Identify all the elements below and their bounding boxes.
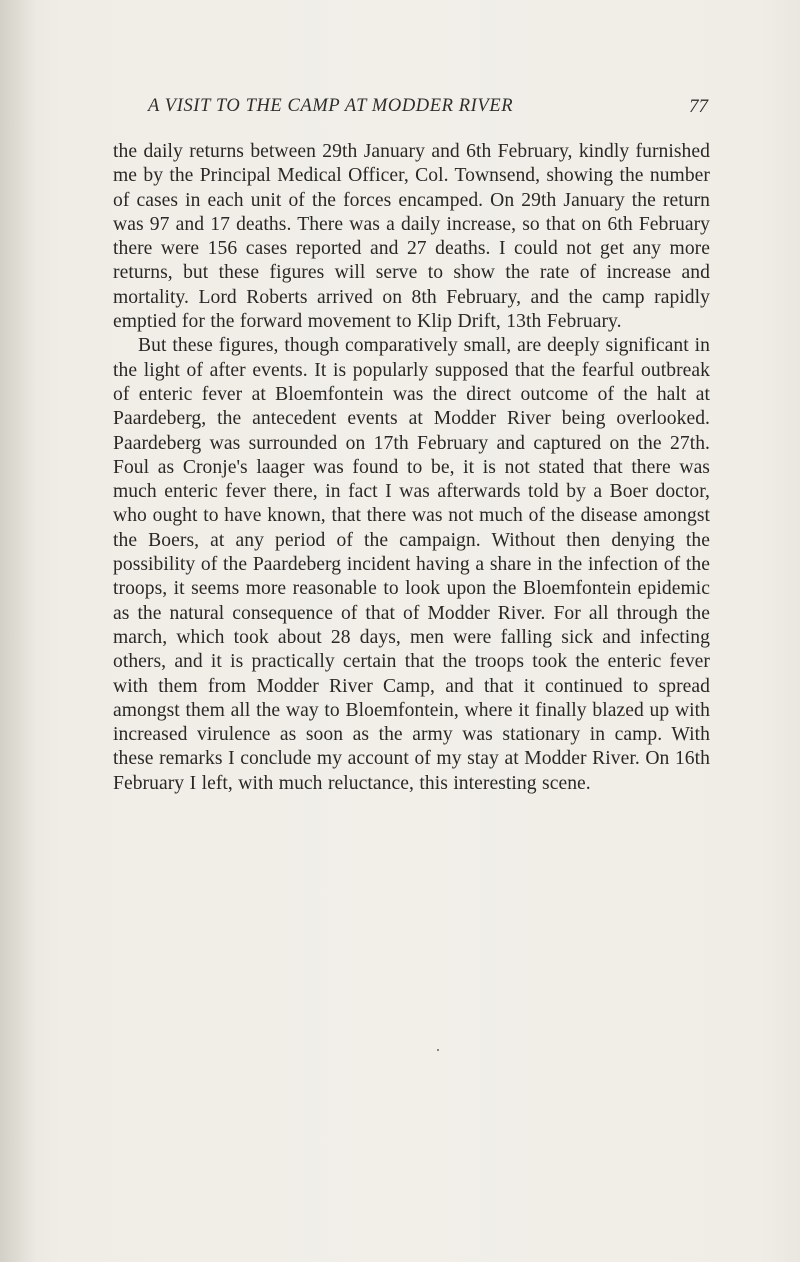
page-header: [148, 96, 708, 128]
paragraph-continued: the daily returns between 29th January and 6th February, kindly furnished me by the Principal Medical Officer, Col. Townsend, showing the number of cases in each unit of the forces encamped. On 29th January the return was 97 and 17 deaths. There was a daily increase, so that on 6th February there were 156 cases reported and 27 deaths. I could not get any more returns, but these figures will serve to show the rate of increase and mortality. Lord Roberts arrived on 8th February, and the camp rapidly emptied for the forward movement to Klip Drift, 13th February.: [113, 141, 710, 333]
body-text: [113, 140, 710, 796]
running-head: A VISIT TO THE CAMP AT MODDER RIVER: [148, 96, 514, 116]
print-speck: [437, 1049, 439, 1051]
page-number: 77: [689, 96, 708, 117]
paragraph: But these figures, though comparatively small, are deeply significant in the light of after events. It is popularly supposed that the fearful outbreak of enteric fever at Bloemfontein was the direct outcome of the halt at Paardeberg, the antecedent events at Modder River being overlooked. Paardeberg was surrounded on 17th February and captured on the 27th. Foul as Cronje's laager was found to be, it is not stated that there was much enteric fever there, in fact I was afterwards told by a Boer doctor, who ought to have known, that there was not much of the disease amongst the Boers, at any period of the campaign. Without then denying the possibility of the Paardeberg incident having a share in the infection of the troops, it seems more reasonable to look upon the Bloemfontein epidemic as the natural consequence of that of Modder River. For all through the march, which took about 28 days, men were falling sick and infecting others, and it is practically certain that the troops took the enteric fever with them from Modder River Camp, and that it continued to spread amongst them all the way to Bloemfontein, where it finally blazed up with increased virulence as soon as the army was stationary in camp. With these remarks I conclude my account of my stay at Modder River. On 16th February I left, with much reluctance, this interesting scene.: [113, 335, 710, 794]
binding-gutter-shadow: [0, 0, 36, 1262]
